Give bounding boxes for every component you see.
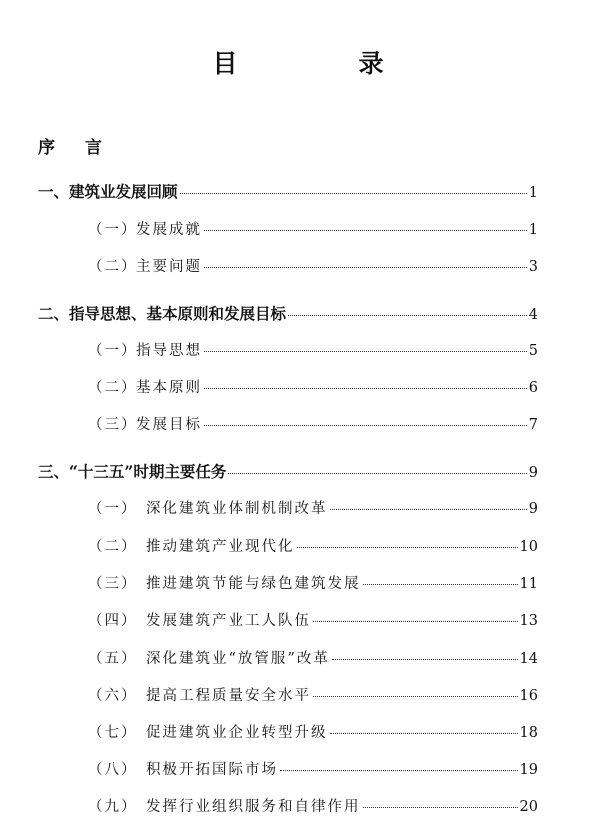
toc-entry-number: （三） (88, 576, 138, 592)
toc-entry-number: （一） (88, 501, 138, 517)
toc-entry-text: 深化建筑业体制机制改革 (146, 501, 328, 517)
toc-entry-text: 提高工程质量安全水平 (146, 688, 311, 704)
toc-entry-text: 发挥行业组织服务和自律作用 (146, 799, 361, 815)
toc-entry-page: 11 (519, 576, 538, 592)
toc-entry-number: （六） (88, 688, 138, 704)
toc-entry[interactable] (88, 255, 538, 276)
toc-leader-dots (204, 230, 527, 231)
toc-entry-page: 1 (528, 222, 538, 238)
toc-entry-page: 7 (528, 417, 538, 433)
toc-entry-text: 二、指导思想、基本原则和发展目标 (38, 304, 287, 323)
toc-entry-text: 基本原则 (136, 380, 202, 396)
toc-leader-dots (313, 696, 518, 697)
toc-entry-text: 指导思想 (136, 343, 202, 359)
toc-entry[interactable] (88, 609, 538, 630)
toc-preface: 序言 (38, 138, 132, 158)
toc-entry-text: 推动建筑产业现代化 (146, 539, 295, 555)
toc-entry-page: 20 (519, 799, 538, 815)
toc-entry-text: 推进建筑节能与绿色建筑发展 (146, 576, 361, 592)
toc-leader-dots (363, 807, 518, 808)
toc-entry[interactable] (88, 535, 538, 556)
toc-entry-number: （二） (88, 539, 138, 555)
toc-entry[interactable] (88, 339, 538, 360)
toc-entry-page: 13 (519, 613, 538, 629)
toc-leader-dots (204, 425, 527, 426)
toc-entry-number: （二） (88, 259, 138, 275)
toc-entry-page: 1 (528, 185, 538, 201)
toc-entry-number: （八） (88, 762, 138, 778)
toc-entry[interactable] (38, 460, 538, 482)
toc-entry-number: （二） (88, 380, 138, 396)
toc-leader-dots (297, 547, 518, 548)
toc-entry-number: （九） (88, 799, 138, 815)
toc-entry-page: 18 (519, 725, 538, 741)
toc-entry-number: （五） (88, 651, 138, 667)
toc-leader-dots (204, 388, 527, 389)
toc-leader-dots (180, 193, 527, 194)
toc-entry-page: 5 (528, 343, 538, 359)
toc-entry[interactable] (88, 572, 538, 593)
toc-entry[interactable] (38, 302, 538, 324)
toc-entry[interactable] (88, 721, 538, 742)
toc-entry-page: 9 (528, 465, 538, 481)
toc-entry-text: 发展建筑产业工人队伍 (146, 613, 311, 629)
toc-entry[interactable] (88, 795, 538, 816)
toc-leader-dots (204, 351, 527, 352)
toc-entry[interactable] (88, 413, 538, 434)
toc-entry-text: 三、“十三五”时期主要任务 (38, 462, 227, 481)
toc-entry-text: 发展目标 (136, 417, 202, 433)
toc-entry-text: 深化建筑业“放管服”改革 (146, 651, 330, 667)
toc-entry[interactable] (88, 376, 538, 397)
toc-entry-page: 3 (528, 259, 538, 275)
toc-entry-text: 积极开拓国际市场 (146, 762, 278, 778)
toc-leader-dots (288, 315, 527, 316)
toc-entry-page: 4 (528, 307, 538, 323)
toc-entry-number: （七） (88, 725, 138, 741)
toc-entry-number: （四） (88, 613, 138, 629)
toc-leader-dots (204, 267, 527, 268)
toc-entry[interactable] (88, 497, 538, 518)
toc-entry[interactable] (88, 218, 538, 239)
toc-leader-dots (280, 770, 518, 771)
toc-entry[interactable] (88, 647, 538, 668)
toc-entry-page: 10 (519, 539, 538, 555)
toc-entry-number: （三） (88, 417, 138, 433)
toc-entry-number: （一） (88, 343, 138, 359)
toc-entry-page: 14 (519, 651, 538, 667)
toc-leader-dots (332, 659, 518, 660)
toc-entry-page: 6 (528, 380, 538, 396)
toc-entry-text: 主要问题 (136, 259, 202, 275)
toc-entry[interactable] (88, 684, 538, 705)
toc-entry-number: （一） (88, 222, 138, 238)
toc-leader-dots (330, 509, 527, 510)
toc-entry[interactable] (88, 758, 538, 779)
toc-entry-page: 19 (519, 762, 538, 778)
toc-entry-page: 16 (519, 688, 538, 704)
toc-entry-text: 发展成就 (136, 222, 202, 238)
toc-leader-dots (330, 733, 518, 734)
toc-entry-text: 促进建筑业企业转型升级 (146, 725, 328, 741)
toc-leader-dots (228, 473, 526, 474)
toc-entry-page: 9 (528, 501, 538, 517)
toc-entry-text: 一、建筑业发展回顾 (38, 182, 178, 201)
toc-entry[interactable] (38, 180, 538, 202)
toc-leader-dots (313, 621, 518, 622)
toc-title: 目 录 (212, 49, 432, 78)
toc-leader-dots (363, 584, 518, 585)
